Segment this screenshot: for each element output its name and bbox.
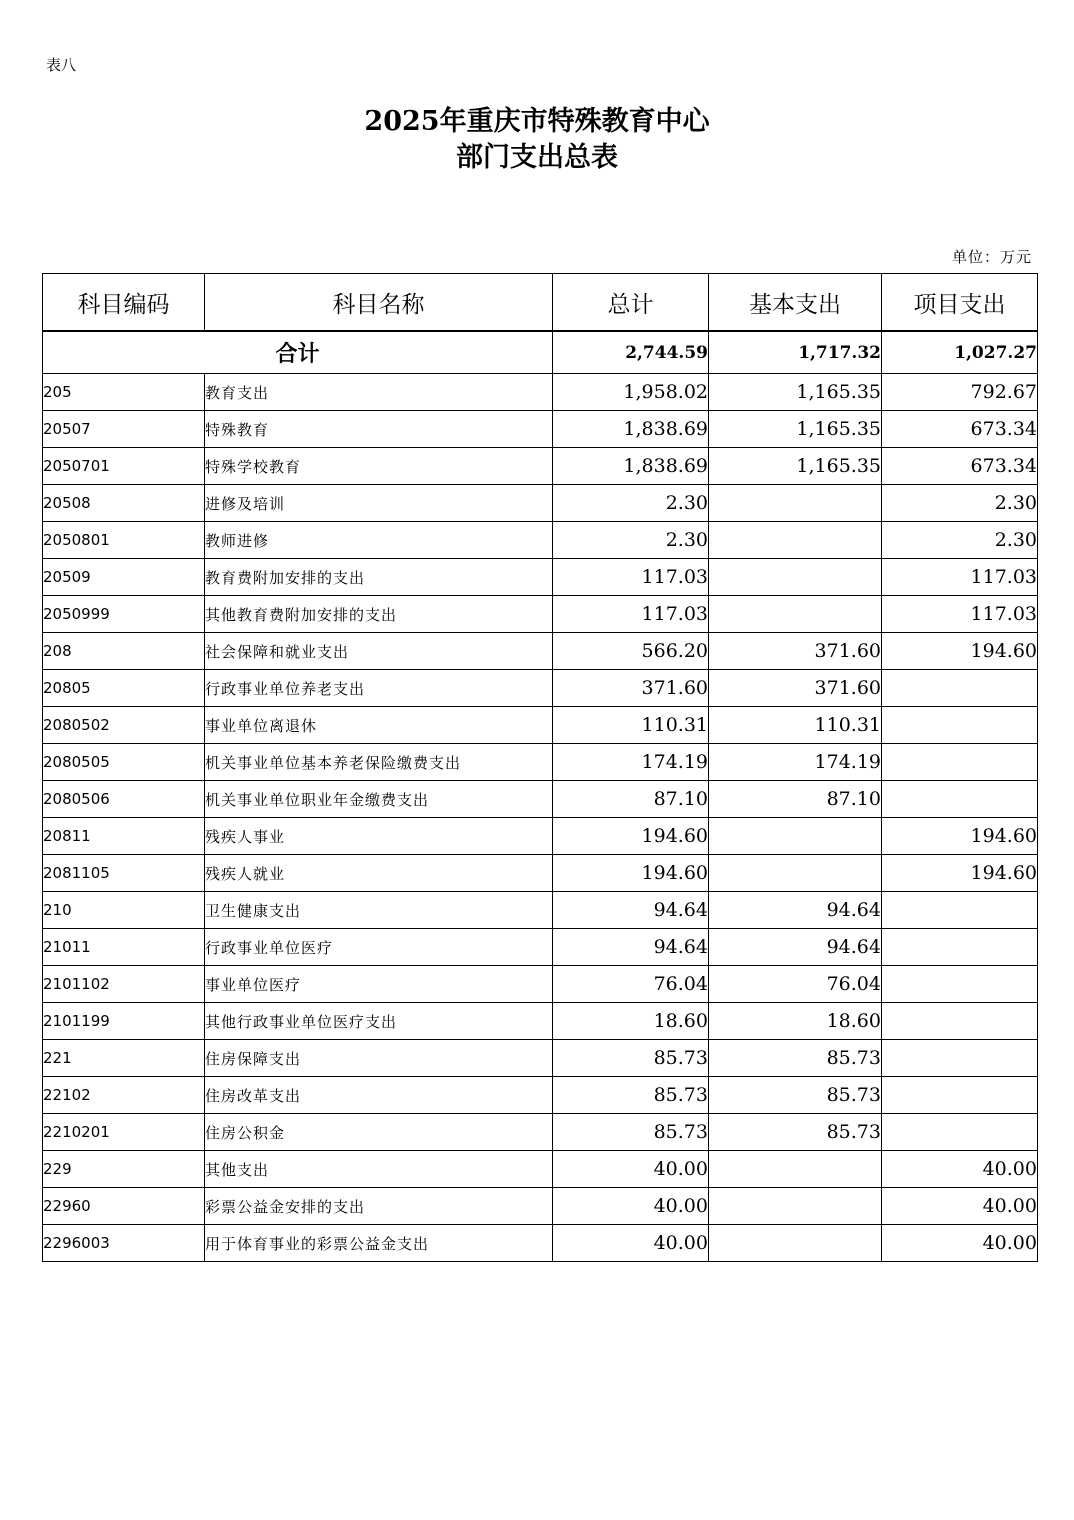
row-code: 2210201 [43,1114,205,1151]
row-code: 229 [43,1151,205,1188]
row-basic [709,1225,882,1262]
row-project [882,781,1038,818]
row-code: 20509 [43,559,205,596]
row-total: 117.03 [553,559,709,596]
row-name: 其他行政事业单位医疗支出 [205,1003,553,1040]
row-code: 2050999 [43,596,205,633]
row-code: 2080505 [43,744,205,781]
header-total: 总计 [553,274,709,332]
unit-label: 单位：万元 [951,248,1032,266]
row-basic: 76.04 [709,966,882,1003]
row-total: 87.10 [553,781,709,818]
header-basic: 基本支出 [709,274,882,332]
row-name: 住房公积金 [205,1114,553,1151]
row-total: 40.00 [553,1225,709,1262]
row-basic [709,855,882,892]
row-total: 2.30 [553,485,709,522]
total-label: 合计 [43,331,553,374]
row-basic: 1,165.35 [709,411,882,448]
row-basic: 85.73 [709,1114,882,1151]
row-total: 1,838.69 [553,411,709,448]
row-basic: 18.60 [709,1003,882,1040]
row-total: 2.30 [553,522,709,559]
table-row [43,781,1038,818]
row-project [882,1077,1038,1114]
table-row [43,633,1038,670]
row-name: 教师进修 [205,522,553,559]
row-basic [709,559,882,596]
row-code: 22960 [43,1188,205,1225]
header-name: 科目名称 [205,274,553,332]
row-name: 教育支出 [205,374,553,411]
table-row [43,892,1038,929]
row-code: 20507 [43,411,205,448]
row-basic: 1,165.35 [709,448,882,485]
title-line-1: 2025年重庆市特殊教育中心 [364,106,710,137]
row-basic: 85.73 [709,1077,882,1114]
row-basic: 371.60 [709,633,882,670]
table-row [43,1151,1038,1188]
table-row [43,1188,1038,1225]
row-project: 117.03 [882,596,1038,633]
row-name: 住房改革支出 [205,1077,553,1114]
row-total: 1,838.69 [553,448,709,485]
header-project: 项目支出 [882,274,1038,332]
row-basic [709,596,882,633]
row-project [882,892,1038,929]
row-name: 特殊教育 [205,411,553,448]
row-basic [709,818,882,855]
table-row [43,522,1038,559]
row-basic: 174.19 [709,744,882,781]
table-row [43,744,1038,781]
table-row [43,670,1038,707]
row-project: 673.34 [882,448,1038,485]
row-total: 371.60 [553,670,709,707]
row-total: 94.64 [553,929,709,966]
row-code: 2050801 [43,522,205,559]
expenditure-table [42,273,1038,1262]
row-code: 20811 [43,818,205,855]
row-basic: 110.31 [709,707,882,744]
row-code: 20805 [43,670,205,707]
total-basic: 1,717.32 [709,331,882,374]
title-line-2: 部门支出总表 [456,142,618,173]
row-code: 221 [43,1040,205,1077]
table-row [43,855,1038,892]
row-total: 85.73 [553,1077,709,1114]
table-row [43,1003,1038,1040]
row-basic: 85.73 [709,1040,882,1077]
row-name: 残疾人就业 [205,855,553,892]
table-row [43,559,1038,596]
row-code: 2050701 [43,448,205,485]
row-code: 22102 [43,1077,205,1114]
row-name: 特殊学校教育 [205,448,553,485]
row-name: 住房保障支出 [205,1040,553,1077]
row-basic [709,1151,882,1188]
table-row [43,1225,1038,1262]
table-row [43,1077,1038,1114]
row-total: 94.64 [553,892,709,929]
row-name: 进修及培训 [205,485,553,522]
row-project: 194.60 [882,855,1038,892]
row-total: 117.03 [553,596,709,633]
row-code: 2080502 [43,707,205,744]
row-basic: 1,165.35 [709,374,882,411]
table-row [43,596,1038,633]
row-code: 2296003 [43,1225,205,1262]
row-total: 1,958.02 [553,374,709,411]
row-basic: 94.64 [709,929,882,966]
row-name: 行政事业单位养老支出 [205,670,553,707]
total-total: 2,744.59 [553,331,709,374]
row-name: 用于体育事业的彩票公益金支出 [205,1225,553,1262]
row-project: 194.60 [882,818,1038,855]
row-basic: 371.60 [709,670,882,707]
row-code: 2080506 [43,781,205,818]
header-code: 科目编码 [43,274,205,332]
row-project [882,707,1038,744]
row-name: 其他支出 [205,1151,553,1188]
row-project [882,1040,1038,1077]
row-code: 2101102 [43,966,205,1003]
row-name: 行政事业单位医疗 [205,929,553,966]
table-number: 表八 [46,56,77,74]
row-name: 社会保障和就业支出 [205,633,553,670]
row-total: 40.00 [553,1188,709,1225]
row-project: 40.00 [882,1225,1038,1262]
row-project [882,929,1038,966]
row-name: 卫生健康支出 [205,892,553,929]
table-row [43,485,1038,522]
row-total: 194.60 [553,855,709,892]
table-row [43,1114,1038,1151]
row-project: 194.60 [882,633,1038,670]
total-row [43,331,1038,374]
row-total: 110.31 [553,707,709,744]
row-basic [709,1188,882,1225]
row-name: 事业单位离退休 [205,707,553,744]
row-name: 残疾人事业 [205,818,553,855]
row-total: 18.60 [553,1003,709,1040]
row-basic [709,485,882,522]
row-code: 208 [43,633,205,670]
row-project: 40.00 [882,1151,1038,1188]
row-project [882,1114,1038,1151]
row-code: 2081105 [43,855,205,892]
row-total: 85.73 [553,1114,709,1151]
row-project: 673.34 [882,411,1038,448]
total-project: 1,027.27 [882,331,1038,374]
row-project: 2.30 [882,485,1038,522]
table-row [43,966,1038,1003]
row-code: 2101199 [43,1003,205,1040]
row-name: 其他教育费附加安排的支出 [205,596,553,633]
row-project [882,966,1038,1003]
row-code: 205 [43,374,205,411]
row-total: 174.19 [553,744,709,781]
row-basic [709,522,882,559]
row-name: 机关事业单位职业年金缴费支出 [205,781,553,818]
row-code: 20508 [43,485,205,522]
row-project [882,1003,1038,1040]
table-row [43,929,1038,966]
header-row [43,274,1038,332]
row-total: 194.60 [553,818,709,855]
table-row [43,411,1038,448]
row-project: 117.03 [882,559,1038,596]
table-row [43,707,1038,744]
row-project [882,670,1038,707]
table-row [43,1040,1038,1077]
row-code: 210 [43,892,205,929]
row-project [882,744,1038,781]
row-project: 40.00 [882,1188,1038,1225]
row-total: 85.73 [553,1040,709,1077]
row-total: 76.04 [553,966,709,1003]
row-basic: 94.64 [709,892,882,929]
row-name: 机关事业单位基本养老保险缴费支出 [205,744,553,781]
row-name: 教育费附加安排的支出 [205,559,553,596]
row-project: 792.67 [882,374,1038,411]
table-row [43,448,1038,485]
page-title [0,104,1074,176]
row-basic: 87.10 [709,781,882,818]
row-total: 40.00 [553,1151,709,1188]
row-code: 21011 [43,929,205,966]
row-total: 566.20 [553,633,709,670]
table-row [43,374,1038,411]
table-row [43,818,1038,855]
row-name: 事业单位医疗 [205,966,553,1003]
row-project: 2.30 [882,522,1038,559]
row-name: 彩票公益金安排的支出 [205,1188,553,1225]
